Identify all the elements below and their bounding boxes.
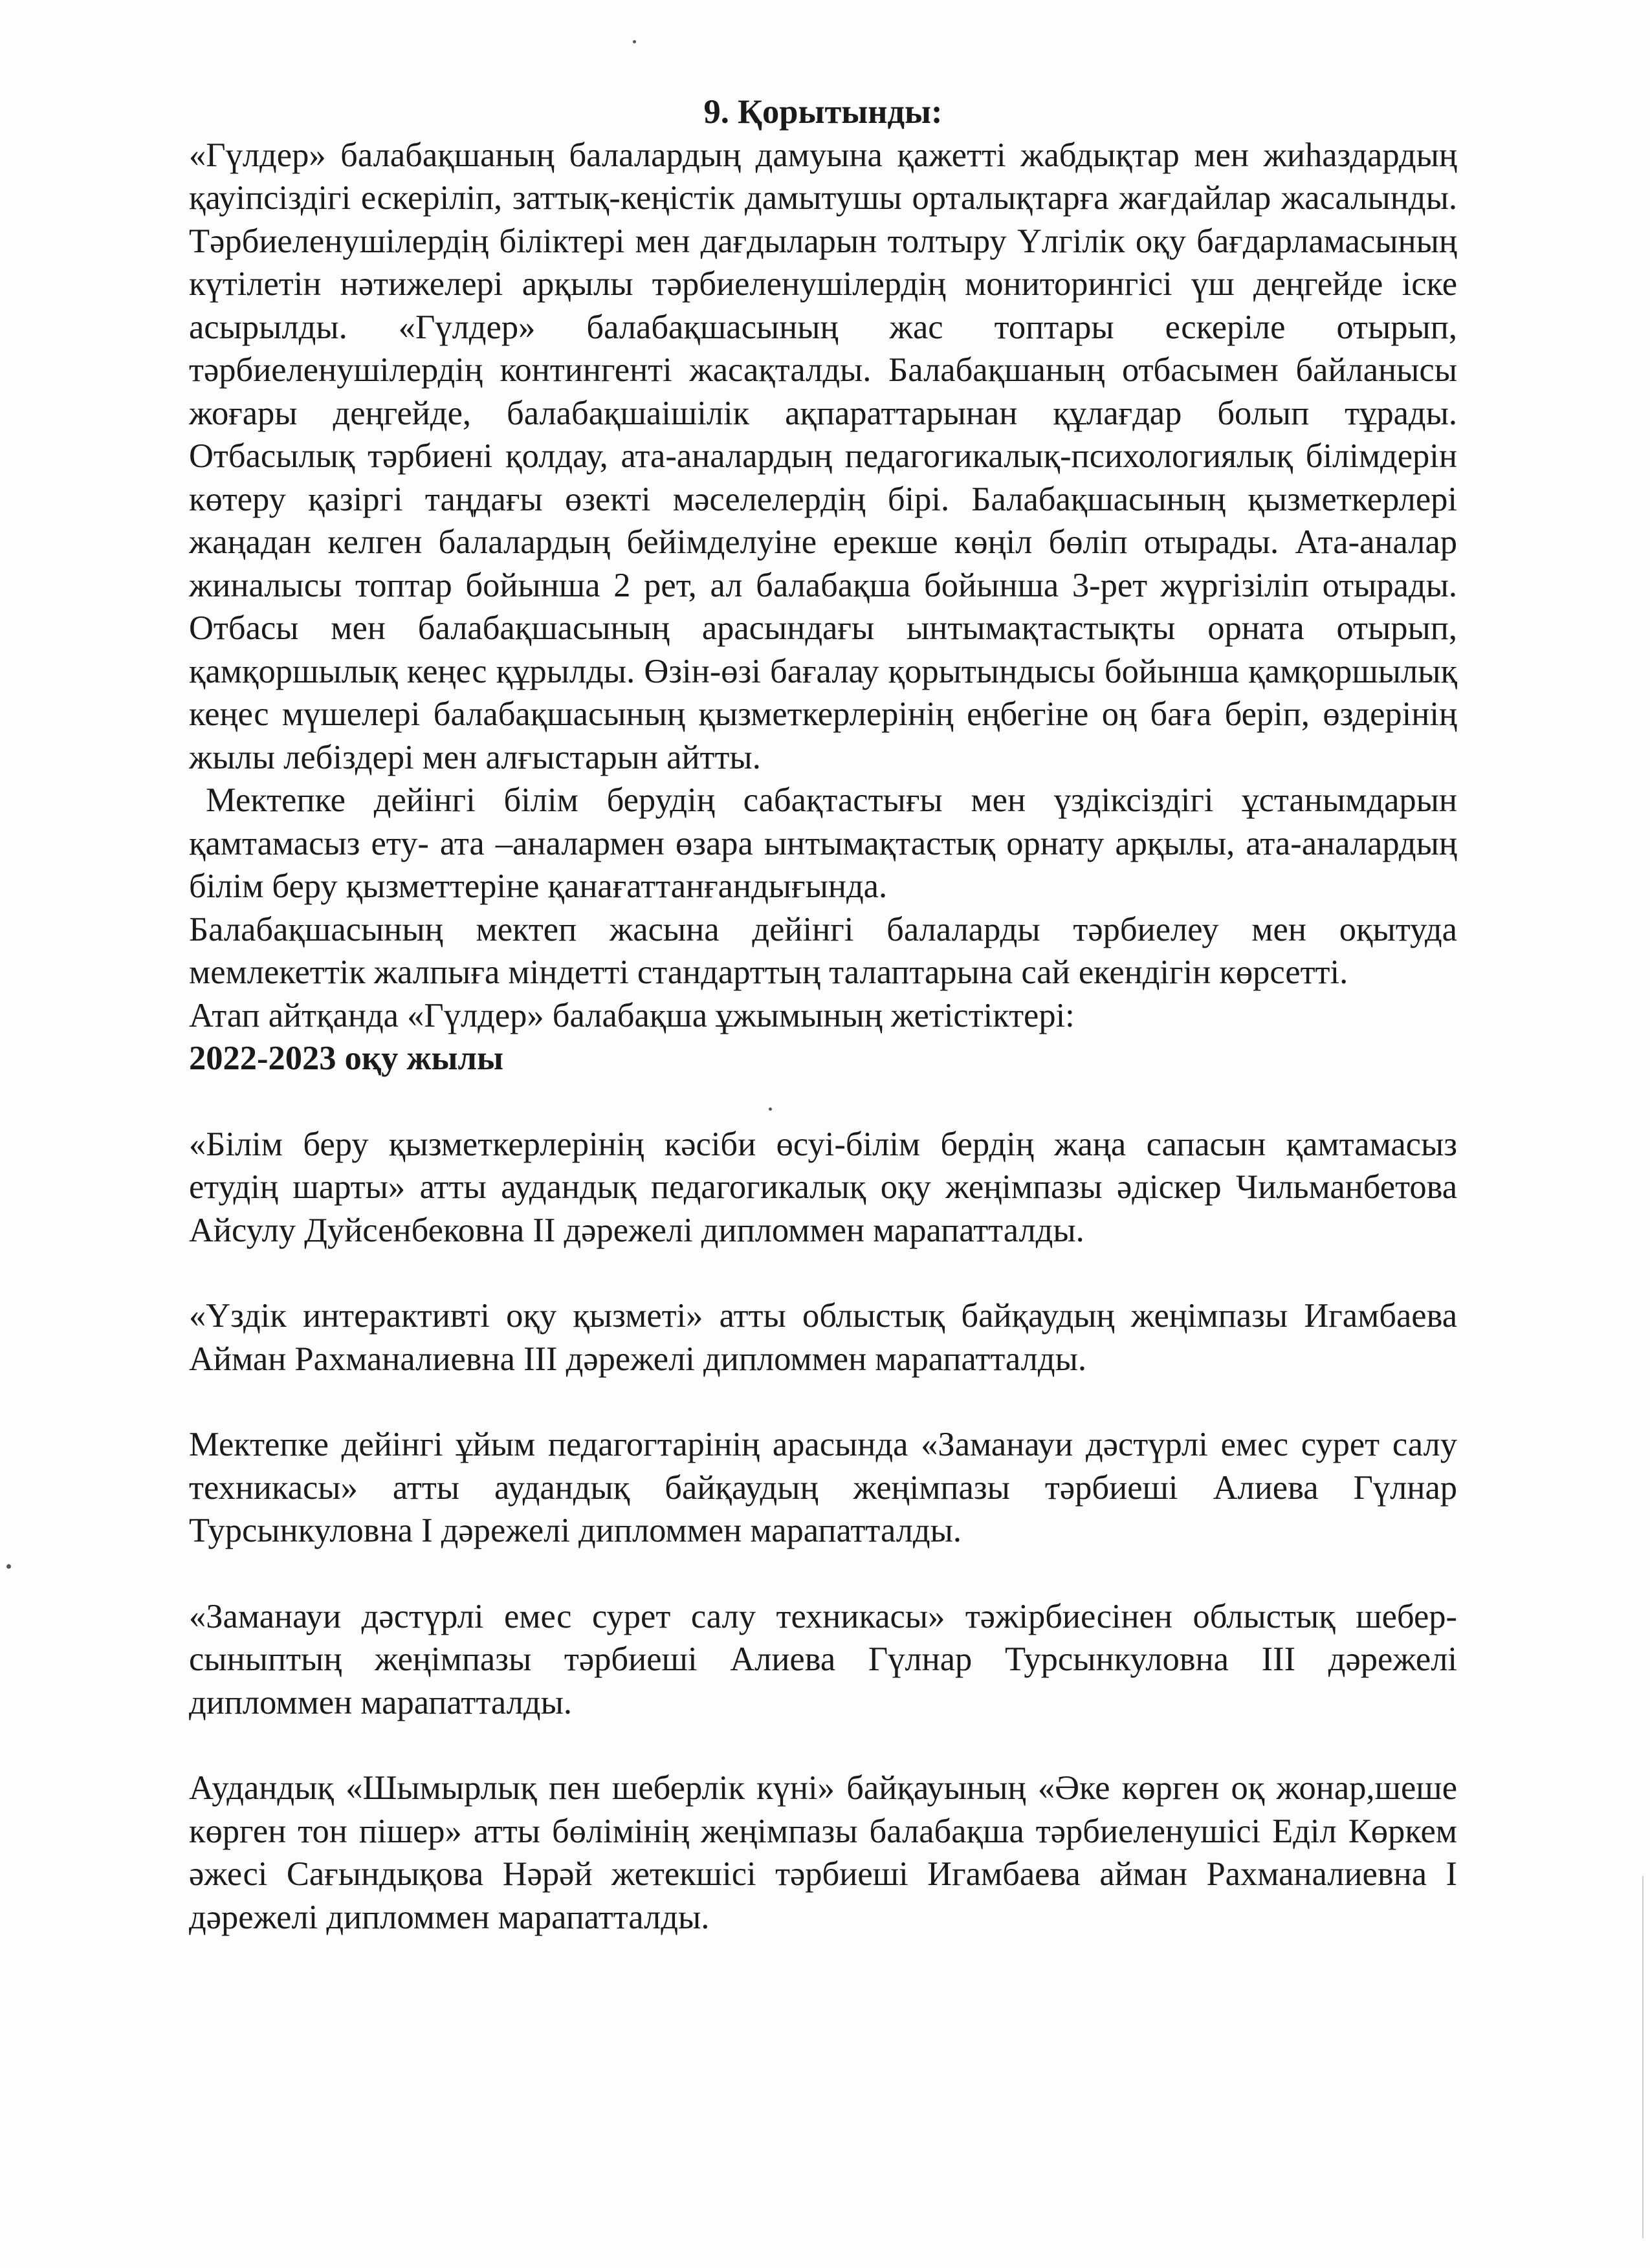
- achievement-item: «Заманауи дәстүрлі емес сурет салу техникасы» тәжірбиесінен облыстық шебер-сыныптың жеңімпазы тәрбиеші Алиева Гүлнар Турсынкуловна III дәрежелі дипломмен марапатталды.: [189, 1597, 1457, 1721]
- achievement-item: Мектепке дейінгі ұйым педагогтарінің арасында «Заманауи дәстүрлі емес сурет салу техникасы» атты аудандық байқаудың жеңімпазы тәрбиеші Алиева Гүлнар Турсынкуловна I дәрежелі дипломмен марапатталды.: [189, 1426, 1457, 1549]
- achievement-item: Аудандық «Шымырлық пен шеберлік күні» байқауының «Әке көрген оқ жонар,шеше көрген тон пішер» атты бөлімінің жеңімпазы балабақша тәрбиеленушісі Еділ Көркем әжесі Сағындықова Нәрәй жетекшісі тәрбиеші Игамбаева айман Рахманалиевна I дәрежелі дипломмен марапатталды.: [189, 1769, 1457, 1936]
- continuity-paragraph: Мектепке дейінгі білім берудің сабақтастығы мен үздіксіздігі ұстанымдарын қамтамасыз ету- ата –аналармен өзара ынтымақтастық орнату арқылы, ата-аналардың білім беру қызметтеріне қанағаттанғандығында.: [189, 781, 1457, 905]
- achievement-item: «Үздік интерактивті оқу қызметі» атты облыстық байқаудың жеңімпазы Игамбаева Айман Рахманалиевна III дәрежелі дипломмен марапатталды.: [189, 1297, 1457, 1378]
- spacer: [189, 1080, 1457, 1123]
- achievement-item: «Білім беру қызметкерлерінің кәсіби өсуі-білім бердің жаңа сапасын қамтамасыз етудің шарты» атты аудандық педагогикалық оқу жеңімпазы әдіскер Чильманбетова Айсулу Дуйсенбековна II дәрежелі дипломмен марапатталды.: [189, 1125, 1457, 1249]
- scan-dot: [6, 1564, 11, 1569]
- document-body: [189, 91, 1457, 1939]
- achievements-list: [189, 1123, 1457, 1939]
- academic-year-label: 2022-2023 оқу жылы: [189, 1040, 503, 1077]
- scan-dot: [633, 40, 636, 43]
- intro-paragraph: «Гүлдер» балабақшаның балалардың дамуына қажетті жабдықтар мен жиһаздардың қауіпсіздігі ескеріліп, заттық-кеңістік дамытушы орталықтарға жағдайлар жасалынды. Тәрбиеленушілердің біліктері мен дағдыларын толтыру Үлгілік оқу бағдарламасының күтілетін нәтижелері арқылы тәрбиеленушілердің мониторингісі үш деңгейде іске асырылды. «Гүлдер» балабақшасының жас топтары ескеріле отырып, тәрбиеленушілердің контингенті жасақталды. Балабақшаның отбасымен байланысы жоғары деңгейде, балабақшаішілік ақпараттарынан құлағдар болып тұрады. Отбасылық тәрбиені қолдау, ата-аналардың педагогикалық-психологиялық білімдерін көтеру қазіргі таңдағы өзекті мәселелердің бірі. Балабақшасының қызметкерлері жаңадан келген балалардың бейімделуіне ерекше көңіл бөліп отырады. Ата-аналар жиналысы топтар бойынша 2 рет, ал балабақша бойынша 3-рет жүргізіліп отырады. Отбасы мен балабақшасының арасындағы ынтымақтастықты орната отырып, қамқоршылық кеңес құрылды. Өзін-өзі бағалау қорытындысы бойынша қамқоршылық кеңес мүшелері балабақшасының қызметкерлерінің еңбегіне оң баға беріп, өздерінің жылы лебіздері мен алғыстарын айтты.: [189, 136, 1457, 776]
- achievements-intro: Атап айтқанда «Гүлдер» балабақша ұжымының жетістіктері:: [189, 996, 1075, 1034]
- section-heading: 9. Қорытынды:: [703, 93, 943, 131]
- scan-edge-shadow: [1642, 1876, 1644, 2238]
- standards-paragraph: Балабақшасының мектеп жасына дейінгі балаларды тәрбиелеу мен оқытуда мемлекеттік жалпыға міндетті стандарттың талаптарына сай екендігін көрсетті.: [189, 910, 1457, 991]
